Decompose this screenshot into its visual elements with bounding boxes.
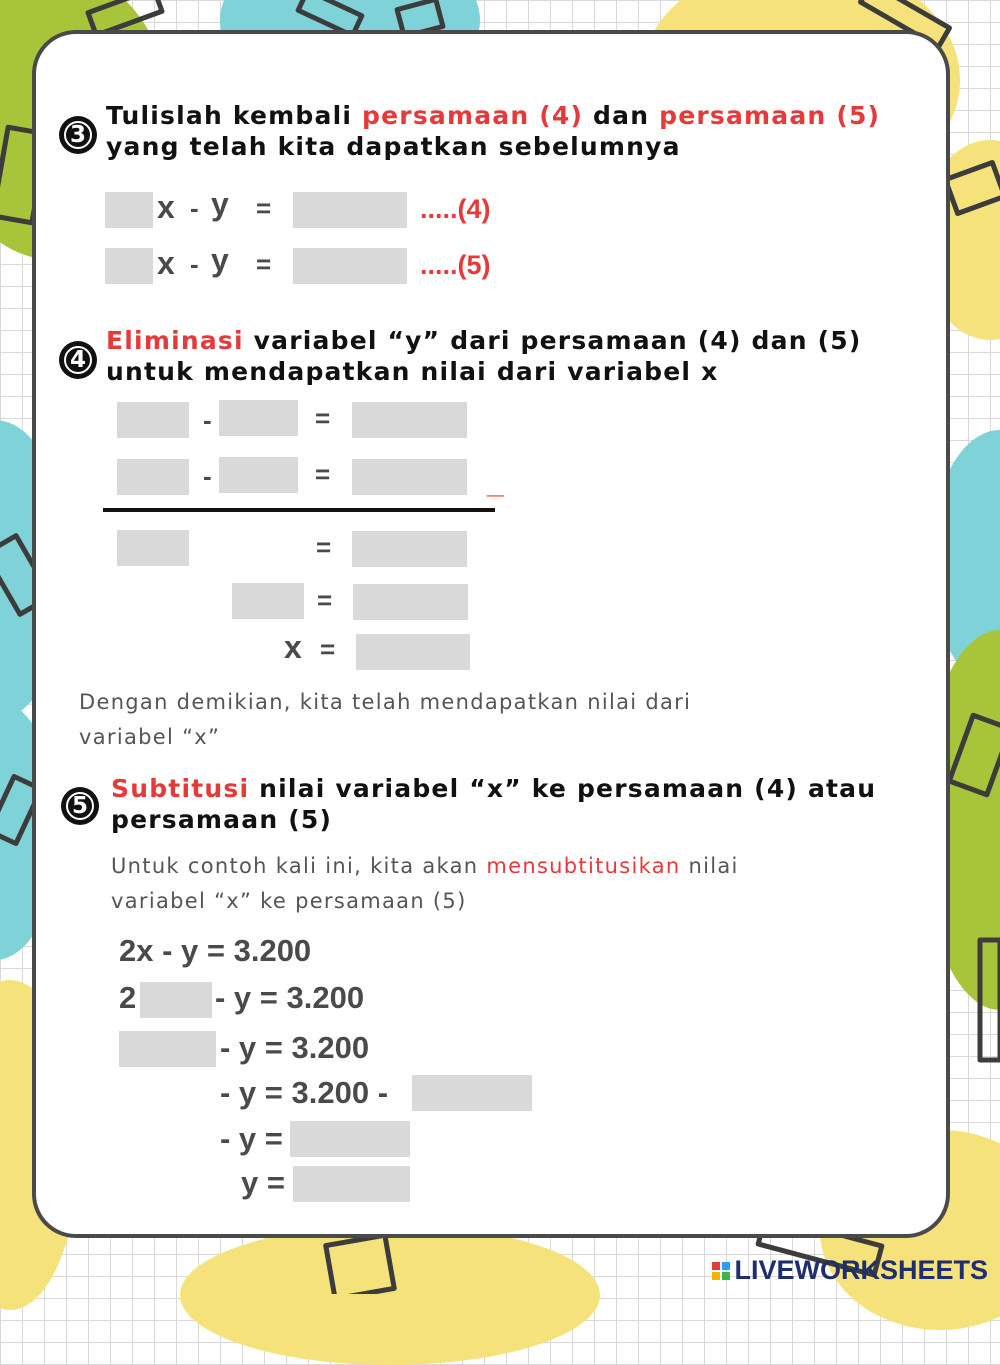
elim-row1-result-input[interactable] [352,402,467,438]
step-4-conclusion [79,685,691,755]
step-5-heading [111,773,876,835]
eq5-x-label: x [157,245,175,281]
elim-row3-left-input[interactable] [117,530,189,566]
liveworksheets-logo[interactable] [712,1255,988,1286]
step-5-intro-text-b: nilai [680,854,739,878]
eq4-x-label: x [157,189,175,225]
elim-row1-middle-input[interactable] [219,400,298,436]
elim-row3-result-input[interactable] [352,531,467,567]
subst-line-1: 2x - y = 3.200 [119,933,312,968]
step-5-heading-line2: persamaan (5) [111,805,333,834]
subst-line-2-prefix: 2 [119,980,137,1015]
liveworksheets-logo-icon [712,1262,730,1280]
subst-y-value-input[interactable] [293,1166,410,1202]
step-5-heading-text-a: nilai variabel “x” ke persamaan (4) atau [249,774,877,803]
elim-row1-equals: = [315,403,331,433]
step-3-heading-red-eq5: persamaan (5) [659,101,881,130]
elim-row1-minus: - [203,405,212,435]
subst-line-5-input[interactable] [290,1121,410,1157]
step-5-number-badge: 5 [63,789,97,823]
eq5-y-label: y [211,242,229,278]
elim-x-label: x [284,629,302,665]
step-4-heading-red: Eliminasi [106,326,244,355]
step-3-heading [106,100,880,162]
subst-line-2-suffix: - y = 3.200 [215,980,365,1015]
subst-line-4: - y = 3.200 - [220,1075,389,1110]
step-5-heading-red: Subtitusi [111,774,250,803]
subst-line-5: - y = [220,1121,283,1156]
liveworksheets-brand-text: LIVEWORKSHEETS [734,1255,988,1285]
step-4-conclusion-line1: Dengan demikian, kita telah mendapatkan nilai dari [79,690,692,714]
step-5-intro-text-a: Untuk contoh kali ini, kita akan [111,854,487,878]
elim-row2-result-input[interactable] [352,459,467,495]
subst-line-3-input[interactable] [119,1031,216,1067]
elim-x-value-input[interactable] [356,634,470,670]
step-4-heading-line2: untuk mendapatkan nilai dari variabel x [106,357,719,386]
step-4-number-badge: 4 [61,343,95,377]
eq4-result-input[interactable] [293,192,407,228]
step-3-number-badge: 3 [61,118,95,152]
eq5-equals: = [256,249,272,279]
elim-row4-result-input[interactable] [353,584,468,620]
elim-row2-minus: - [203,461,212,491]
step-4-heading [106,325,861,387]
elim-row1-left-input[interactable] [117,402,189,438]
eq5-minus: - [190,249,199,279]
step-5-intro [111,849,739,919]
eq4-tag: .....(4) [420,194,491,224]
step-4-conclusion-line2: variabel “x” [79,725,221,749]
step-3-heading-line2: yang telah kita dapatkan sebelumnya [106,132,681,161]
elim-row2-middle-input[interactable] [219,457,298,493]
elim-row2-left-input[interactable] [117,459,189,495]
eq4-coefficient-input[interactable] [105,192,153,228]
elim-x-equals: = [320,634,336,664]
eq5-result-input[interactable] [293,248,407,284]
step-3-heading-red-eq4: persamaan (4) [362,101,584,130]
eq4-y-label: y [211,186,229,222]
eq4-equals: = [256,193,272,223]
subst-line-3-suffix: - y = 3.200 [220,1030,370,1065]
elim-row4-left-input[interactable] [232,583,304,619]
elim-row3-equals: = [316,532,332,562]
elim-row4-equals: = [317,585,333,615]
elim-subtract-sign: _ [487,467,504,500]
subst-line-4-input[interactable] [412,1075,532,1111]
eq4-minus: - [190,193,199,223]
step-5-intro-red: mensubtitusikan [486,854,681,878]
elim-divider-line [103,508,495,512]
eq5-tag: .....(5) [420,250,491,280]
eq5-coefficient-input[interactable] [105,248,153,284]
step-3-heading-text-a: Tulislah kembali [106,101,363,130]
elim-row2-equals: = [315,459,331,489]
subst-line-6: y = [241,1165,285,1200]
step-3-heading-text-b: dan [583,101,660,130]
step-5-intro-line2: variabel “x” ke persamaan (5) [111,889,467,913]
step-4-heading-text-a: variabel “y” dari persamaan (4) dan (5) [243,326,862,355]
subst-line-2-input[interactable] [140,982,212,1018]
